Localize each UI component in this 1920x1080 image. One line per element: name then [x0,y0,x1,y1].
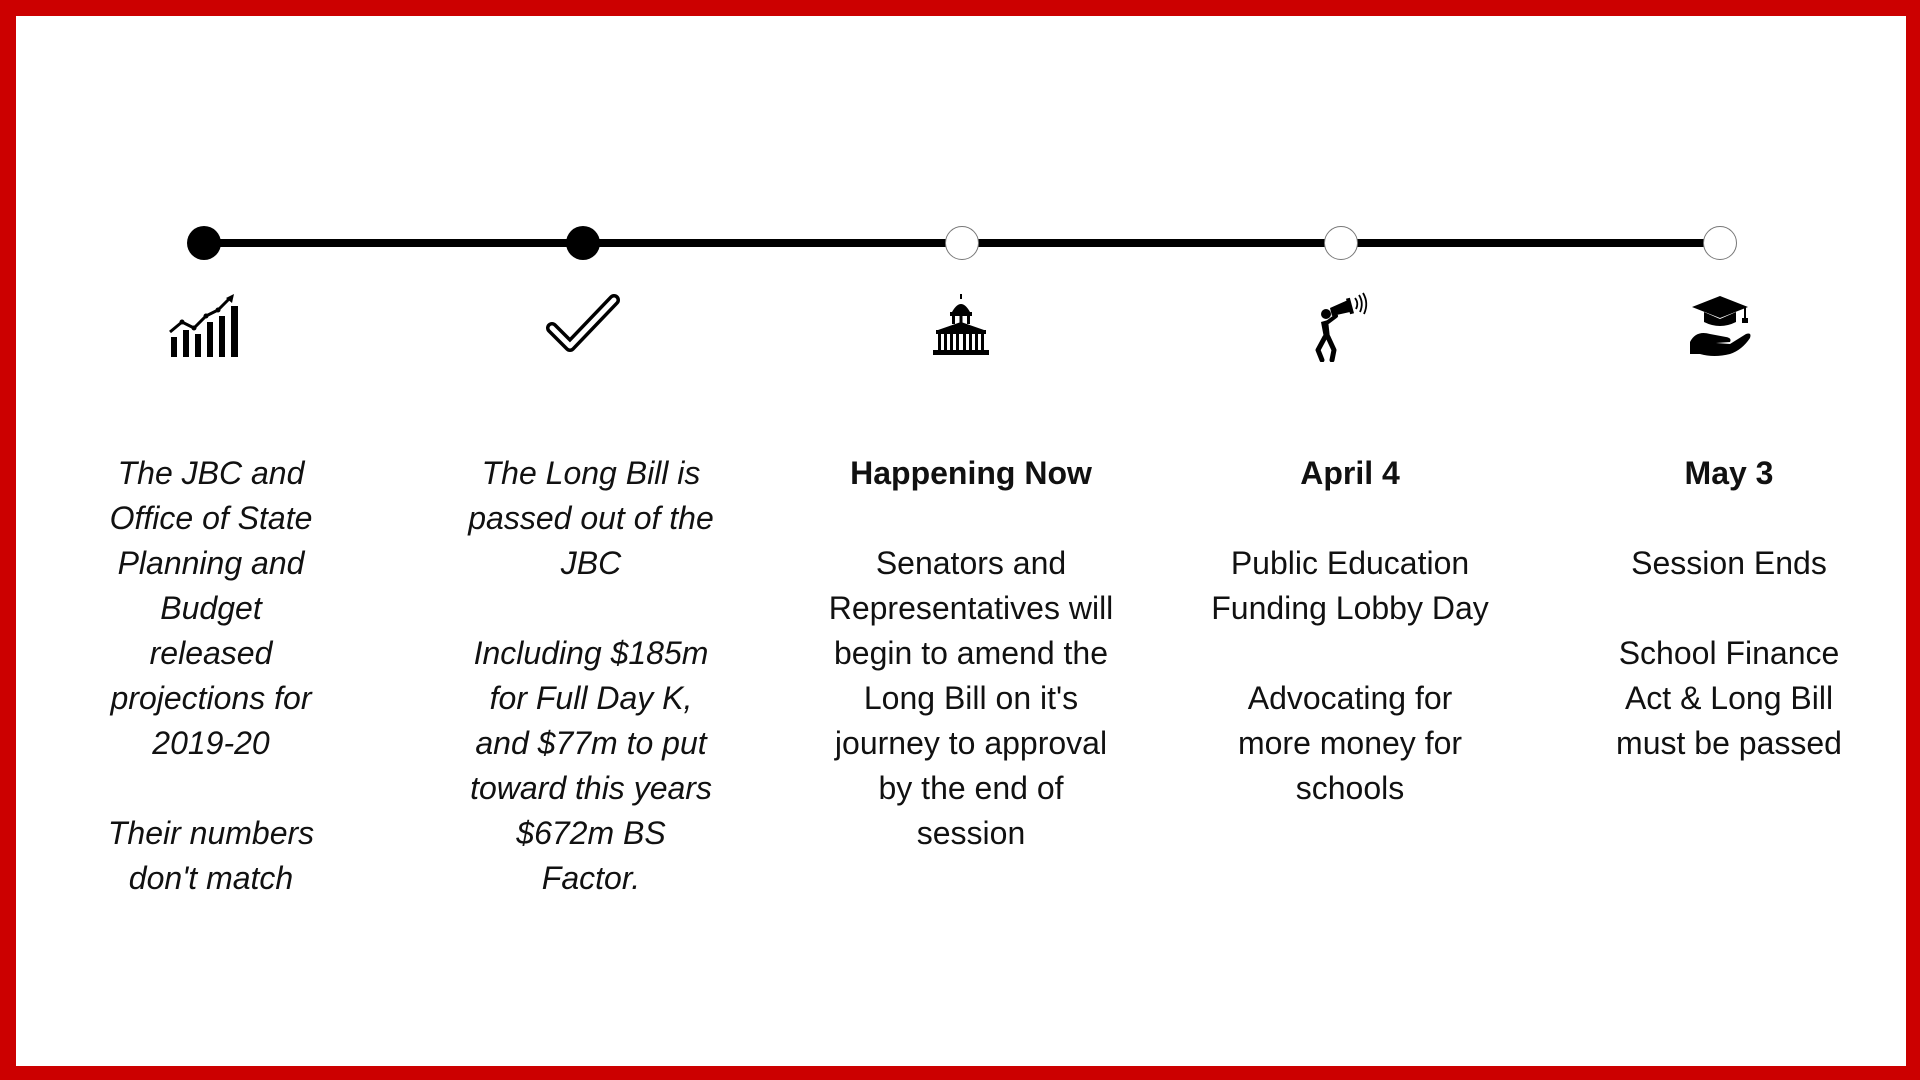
milestone-3-line: Senators and [875,545,1067,581]
megaphone-person-icon [1308,292,1374,367]
milestone-2-line: toward this years [470,770,712,806]
milestone-5-line: Act & Long Bill [1624,680,1834,716]
milestone-1-line: projections for [110,680,312,716]
milestone-5-line [1579,586,1879,631]
milestone-dot-3 [945,226,979,260]
milestone-3-line: Long Bill on it's [863,680,1079,716]
milestone-1-line: 2019-20 [152,725,270,761]
bar-chart-growth-icon [168,292,244,365]
milestone-3-line: session [916,815,1026,851]
milestone-4-line: Funding Lobby Day [1211,590,1489,626]
checkmark-icon [546,292,620,361]
spacer [821,496,1121,541]
milestone-2-line: and $77m to put [475,725,707,761]
milestone-2-line: passed out of the [468,500,714,536]
milestone-4-line: more money for [1237,725,1463,761]
milestone-5-heading: May 3 [1684,455,1774,491]
milestone-3-line: begin to amend the [834,635,1108,671]
milestone-5-line: School Finance [1618,635,1840,671]
milestone-4-line: Advocating for [1247,680,1453,716]
milestone-1-line: Planning and [117,545,305,581]
milestone-4-line [1200,631,1500,676]
milestone-2-line: $672m BS [516,815,666,851]
milestone-2-line: The Long Bill is [481,455,701,491]
capitol-building-icon [930,292,992,363]
milestone-1-line [61,766,361,811]
milestone-dot-5 [1703,226,1737,260]
milestone-dot-4 [1324,226,1358,260]
milestone-2-line [441,586,741,631]
milestone-4-heading: April 4 [1300,455,1400,491]
milestone-3-heading: Happening Now [850,455,1092,491]
milestone-3-line: by the end of [878,770,1064,806]
milestone-1-line: Their numbers [107,815,315,851]
spacer [1579,496,1879,541]
milestone-2-line: for Full Day K, [489,680,693,716]
milestone-3-text [821,451,1121,856]
milestone-1-line: released [149,635,273,671]
milestone-4-text [1200,451,1500,811]
milestone-1-line: The JBC and [117,455,305,491]
milestone-1-line: Budget [160,590,262,626]
milestone-3-line: journey to approval [834,725,1108,761]
spacer [1200,496,1500,541]
graduation-cap-hand-icon [1686,292,1754,365]
milestone-1-line: Office of State [109,500,313,536]
milestone-2-line: Including $185m [473,635,709,671]
milestone-4-line: schools [1295,770,1405,806]
milestone-dot-2 [566,226,600,260]
milestone-1-line: don't match [128,860,294,896]
milestone-3-line: Representatives will [828,590,1114,626]
milestone-dot-1 [187,226,221,260]
milestone-5-text [1579,451,1879,766]
milestone-1-text [61,451,361,901]
milestone-2-text [441,451,741,901]
milestone-5-line: must be passed [1616,725,1842,761]
milestone-2-line: Factor. [541,860,641,896]
milestone-5-line: Session Ends [1631,545,1827,581]
milestone-4-line: Public Education [1230,545,1470,581]
milestone-2-line: JBC [560,545,622,581]
